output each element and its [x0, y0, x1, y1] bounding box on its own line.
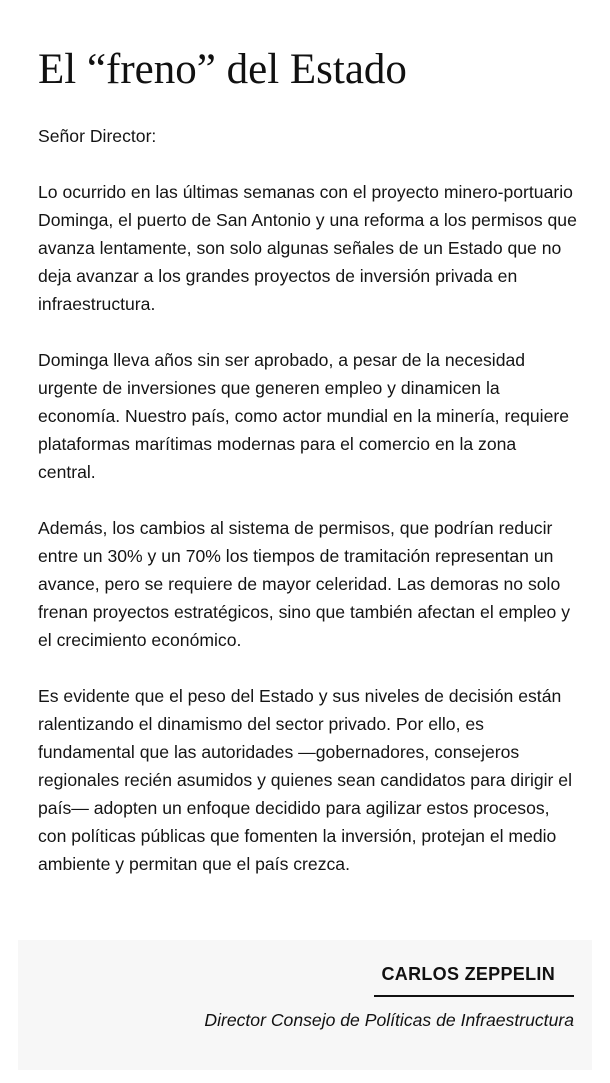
- author-role: Director Consejo de Políticas de Infraestructura: [204, 1010, 574, 1030]
- page-title: El “freno” del Estado: [38, 46, 407, 93]
- signature-block: [18, 940, 592, 1070]
- paragraph-2: Dominga lleva años sin ser aprobado, a pesar de la necesidad urgente de inversiones que generen empleo y dinamicen la economía. Nuestro país, como actor mundial en la minería, requiere plataformas marítimas modernas para el comercio en la zona central.: [38, 350, 570, 482]
- paragraph-1: Lo ocurrido en las últimas semanas con el proyecto minero-portuario Dominga, el puerto de San Antonio y una reforma a los permisos que avanza lentamente, son solo algunas señales de un Estado que no deja avanzar a los grandes proyectos de inversión privada en infraestructura.: [38, 182, 577, 314]
- signature-divider: [374, 995, 574, 997]
- paragraph-3: Además, los cambios al sistema de permisos, que podrían reducir entre un 30% y un 70% los tiempos de tramitación representan un avance, pero se requiere de mayor celeridad. Las demoras no solo frenan proyectos estratégicos, sino que también afectan el empleo y el crecimiento económico.: [38, 518, 571, 650]
- paragraph-4: Es evidente que el peso del Estado y sus niveles de decisión están ralentizando el dinamismo del sector privado. Por ello, es fundamental que las autoridades —gobernadores, consejeros regionales recién asumidos y quienes sean candidatos para dirigir el país— adopten un enfoque decidido para agilizar estos procesos, con políticas públicas que fomenten la inversión, protejan el medio ambiente y permitan que el país crezca.: [38, 686, 572, 874]
- letter-body: [38, 122, 578, 906]
- salutation: Señor Director:: [38, 126, 157, 146]
- author-name: CARLOS ZEPPELIN: [381, 964, 555, 984]
